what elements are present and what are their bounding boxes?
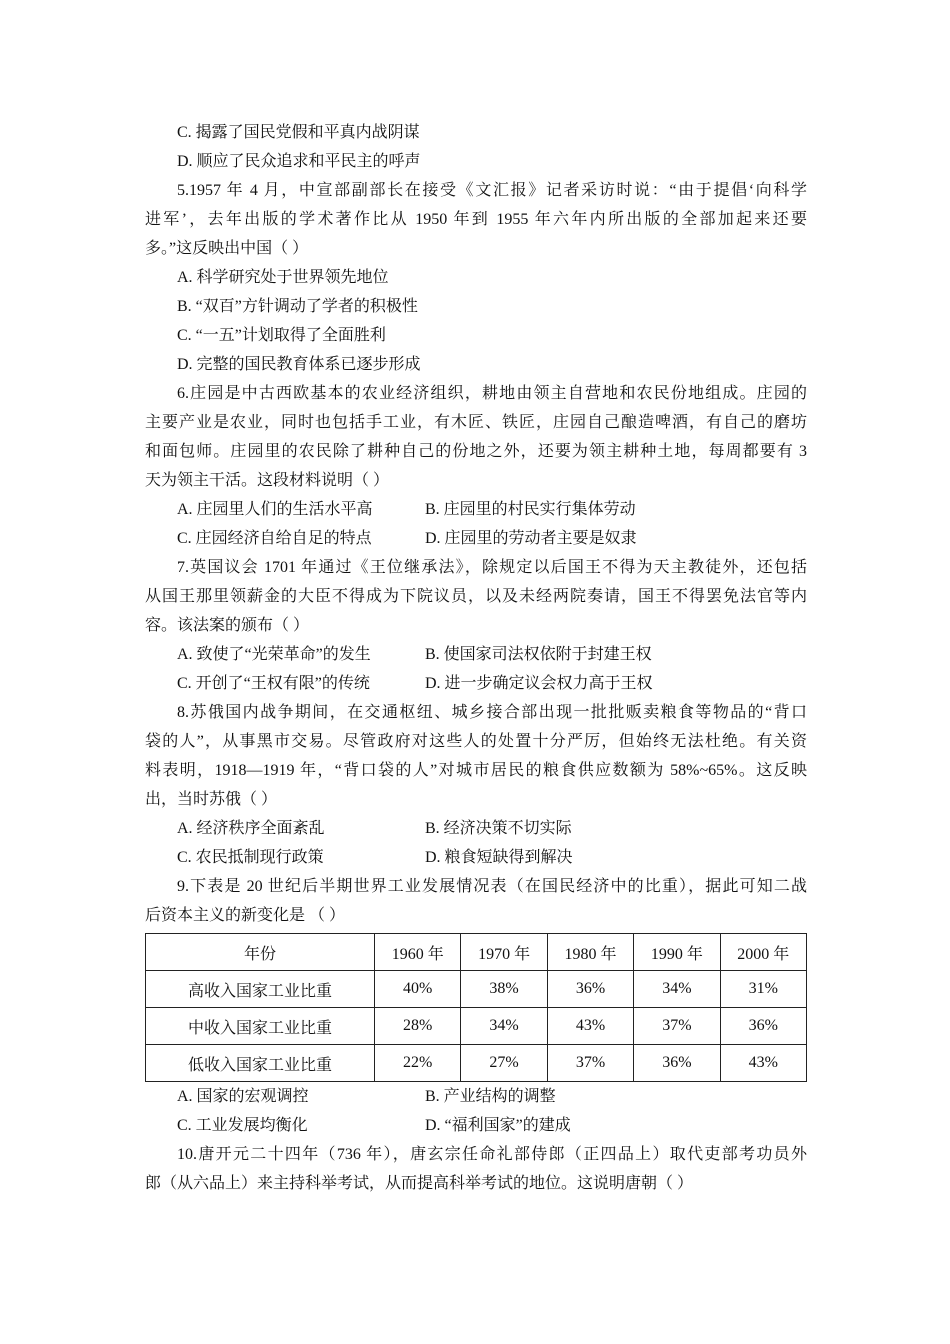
q8-option-b: B. 经济决策不切实际 xyxy=(425,820,572,837)
q4-option-d: D. 顺应了民众追求和平民主的呼声 xyxy=(177,153,421,170)
table-header-cell: 1970 年 xyxy=(461,934,547,971)
q7-option-b: B. 使国家司法权依附于封建王权 xyxy=(425,646,652,663)
q6-option-a: A. 庄园里人们的生活水平高 xyxy=(177,501,373,518)
q5-stem-line-2: 进军’，去年出版的学术著作比从 1950 年到 1955 年六年内所出版的全部加起来还要 xyxy=(145,211,807,228)
table-header-cell: 2000 年 xyxy=(720,934,806,971)
q7-option-d: D. 进一步确定议会权力高于王权 xyxy=(425,675,653,692)
q8-stem-line-3: 料表明，1918—1919 年，“背口袋的人”对城市居民的粮食供应数额为 58%~65%。这反映 xyxy=(145,762,807,779)
q8-option-a: A. 经济秩序全面紊乱 xyxy=(177,820,325,837)
table-row xyxy=(146,1045,807,1082)
q5-stem-line-1: 5.1957 年 4 月，中宣部副部长在接受《文汇报》记者采访时说：“由于提倡‘向科学 xyxy=(177,182,807,199)
table-header-row xyxy=(146,934,807,971)
table-row xyxy=(146,1008,807,1045)
q5-option-d: D. 完整的国民教育体系已逐步形成 xyxy=(177,356,421,373)
table-cell: 28% xyxy=(375,1008,461,1045)
q9-options-row-1 xyxy=(145,1082,807,1111)
table-cell: 31% xyxy=(720,971,806,1008)
q9-stem-line-2: 后资本主义的新变化是 （ ） xyxy=(145,907,346,924)
table-row-label: 高收入国家工业比重 xyxy=(146,971,375,1008)
table-cell: 43% xyxy=(720,1045,806,1082)
q6-options-row-2 xyxy=(145,524,807,553)
table-cell: 36% xyxy=(720,1008,806,1045)
q6-stem-line-4: 天为领主干活。这段材料说明（ ） xyxy=(145,472,390,489)
q6-option-b: B. 庄园里的村民实行集体劳动 xyxy=(425,501,636,518)
table-cell: 38% xyxy=(461,971,547,1008)
table-cell: 22% xyxy=(375,1045,461,1082)
table-cell: 37% xyxy=(547,1045,633,1082)
q9-option-d: D. “福利国家”的建成 xyxy=(425,1117,571,1134)
q7-stem-line-1: 7.英国议会 1701 年通过《王位继承法》，除规定以后国王不得为天主教徒外，还包括 xyxy=(177,559,807,576)
q5-stem-line-3: 多。”这反映出中国（ ） xyxy=(145,240,309,257)
q9-option-b: B. 产业结构的调整 xyxy=(425,1088,556,1105)
question-column xyxy=(145,118,807,1198)
q7-option-a: A. 致使了“光荣革命”的发生 xyxy=(177,646,371,663)
q10-stem-line-1: 10.唐开元二十四年（736 年），唐玄宗任命礼部侍郎（正四品上）取代吏部考功员外 xyxy=(177,1146,807,1163)
q8-stem-line-2: 袋的人”，从事黑市交易。尽管政府对这些人的处置十分严厉，但始终无法杜绝。有关资 xyxy=(145,733,807,750)
table-cell: 43% xyxy=(547,1008,633,1045)
table-header-cell: 年份 xyxy=(146,934,375,971)
q6-stem-line-3: 和面包师。庄园里的农民除了耕种自己的份地之外，还要为领主耕种土地，每周都要有 3 xyxy=(145,443,807,460)
q8-option-d: D. 粮食短缺得到解决 xyxy=(425,849,573,866)
industry-share-table xyxy=(145,933,807,1082)
table-cell: 40% xyxy=(375,971,461,1008)
table-cell: 36% xyxy=(547,971,633,1008)
q6-options-row-1 xyxy=(145,495,807,524)
q8-options-row-1 xyxy=(145,814,807,843)
q10-stem-line-2: 郎（从六品上）来主持科举考试，从而提高科举考试的地位。这说明唐朝（ ） xyxy=(145,1175,694,1192)
q7-stem-line-3: 容。该法案的颁布（ ） xyxy=(145,617,310,634)
table-header-cell: 1990 年 xyxy=(634,934,720,971)
q9-options-row-2 xyxy=(145,1111,807,1140)
q9-option-a: A. 国家的宏观调控 xyxy=(177,1088,309,1105)
table-cell: 36% xyxy=(634,1045,720,1082)
q6-stem-line-2: 主要产业是农业，同时也包括手工业，有木匠、铁匠，庄园自己酿造啤酒，有自己的磨坊 xyxy=(145,414,807,431)
q5-option-b: B. “双百”方针调动了学者的积极性 xyxy=(177,298,418,315)
table-row-label: 低收入国家工业比重 xyxy=(146,1045,375,1082)
q7-stem-line-2: 从国王那里领薪金的大臣不得成为下院议员，以及未经两院奏请，国王不得罢免法官等内 xyxy=(145,588,807,605)
table-row-label: 中收入国家工业比重 xyxy=(146,1008,375,1045)
table-row xyxy=(146,971,807,1008)
q4-option-c: C. 揭露了国民党假和平真内战阴谋 xyxy=(177,124,420,141)
table-header-cell: 1980 年 xyxy=(547,934,633,971)
q5-option-a: A. 科学研究处于世界领先地位 xyxy=(177,269,389,286)
q9-stem-line-1: 9.下表是 20 世纪后半期世界工业发展情况表（在国民经济中的比重），据此可知二战 xyxy=(177,878,807,895)
q5-option-c: C. “一五”计划取得了全面胜利 xyxy=(177,327,386,344)
table-cell: 27% xyxy=(461,1045,547,1082)
q7-options-row-1 xyxy=(145,640,807,669)
q8-stem-line-4: 出，当时苏俄（ ） xyxy=(145,791,278,808)
q6-stem-line-1: 6.庄园是中古西欧基本的农业经济组织，耕地由领主自营地和农民份地组成。庄园的 xyxy=(177,385,807,402)
q9-option-c: C. 工业发展均衡化 xyxy=(177,1117,308,1134)
q6-option-c: C. 庄园经济自给自足的特点 xyxy=(177,530,372,547)
q8-stem-line-1: 8.苏俄国内战争期间，在交通枢纽、城乡接合部出现一批批贩卖粮食等物品的“背口 xyxy=(177,704,807,721)
table-cell: 34% xyxy=(461,1008,547,1045)
q7-option-c: C. 开创了“王权有限”的传统 xyxy=(177,675,370,692)
q8-option-c: C. 农民抵制现行政策 xyxy=(177,849,324,866)
q8-options-row-2 xyxy=(145,843,807,872)
table-cell: 37% xyxy=(634,1008,720,1045)
table-cell: 34% xyxy=(634,971,720,1008)
q7-options-row-2 xyxy=(145,669,807,698)
q6-option-d: D. 庄园里的劳动者主要是奴隶 xyxy=(425,530,637,547)
table-header-cell: 1960 年 xyxy=(375,934,461,971)
